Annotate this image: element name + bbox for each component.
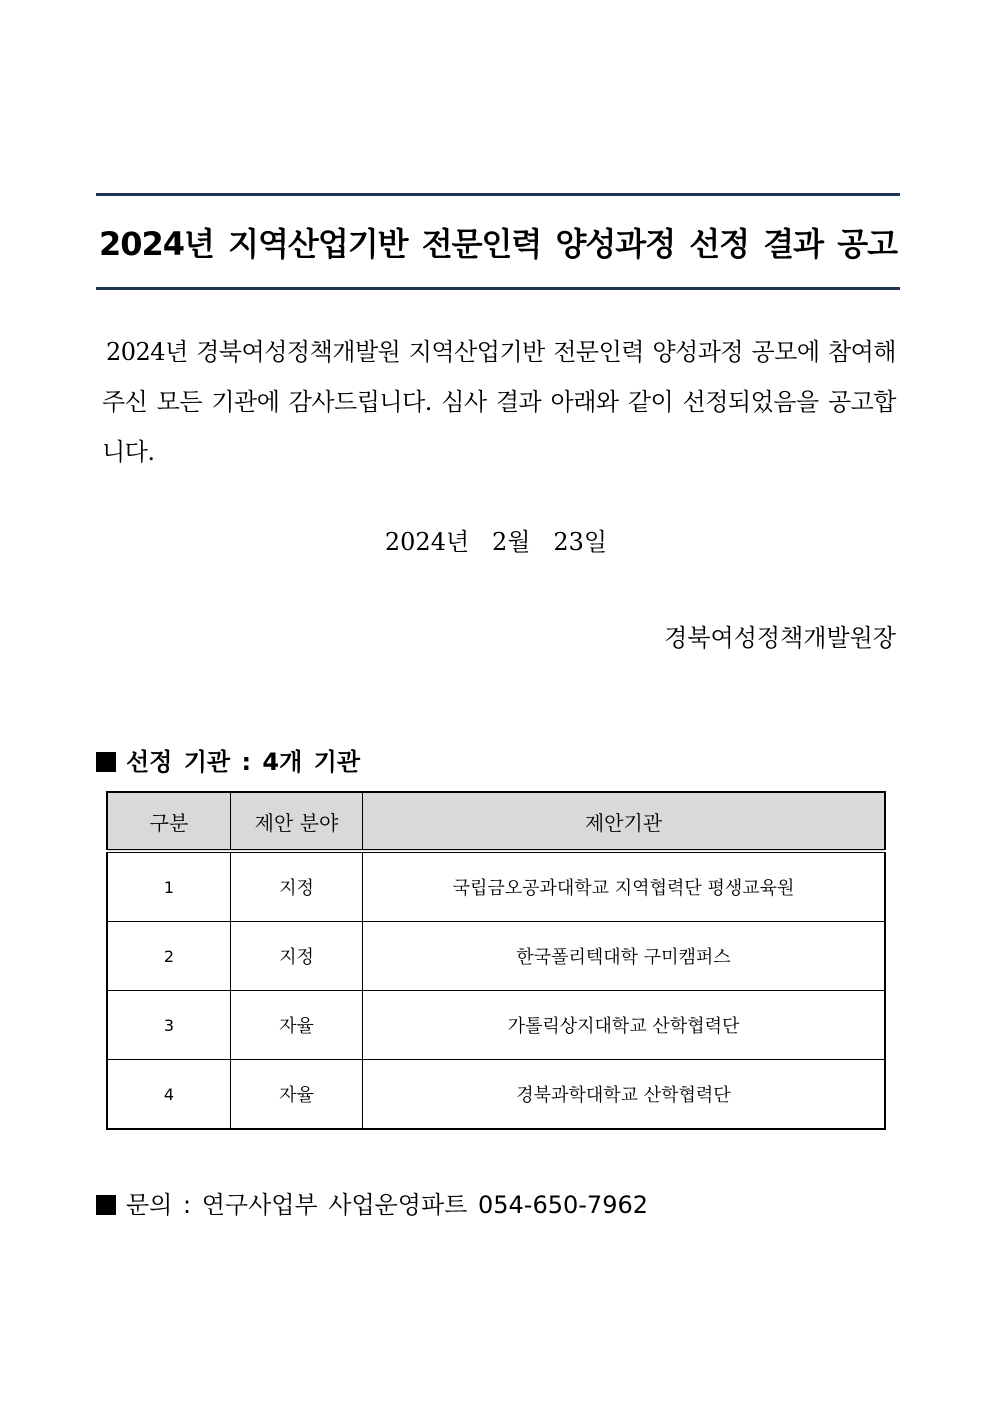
row-field: 지정: [231, 922, 363, 991]
column-header-org: 제안기관: [363, 792, 886, 851]
row-org: 한국폴리텍대학 구미캠퍼스: [363, 922, 886, 991]
selected-heading-text: 선정 기관 : 4개 기관: [126, 748, 361, 776]
issuer-name: 경북여성정책개발원장: [664, 624, 896, 652]
selected-orgs-table: [106, 791, 886, 1130]
table-row: [107, 991, 885, 1060]
row-no: 3: [107, 991, 231, 1060]
announcement-date: 2024년 2월 23일: [384, 528, 608, 556]
row-field: 자율: [231, 991, 363, 1060]
table-row: [107, 922, 885, 991]
row-no: 4: [107, 1060, 231, 1130]
table-row: [107, 851, 885, 922]
row-org: 국립금오공과대학교 지역협력단 평생교육원: [363, 851, 886, 922]
row-org: 경북과학대학교 산학협력단: [363, 1060, 886, 1130]
row-no: 2: [107, 922, 231, 991]
square-bullet-icon: [96, 752, 116, 772]
selected-section-heading: [96, 742, 360, 777]
table-header-row: [107, 792, 885, 851]
row-org: 가톨릭상지대학교 산학협력단: [363, 991, 886, 1060]
column-header-field: 제안 분야: [231, 792, 363, 851]
column-header-no: 구분: [107, 792, 231, 851]
title-block: [96, 193, 900, 290]
contact-line: [96, 1185, 648, 1220]
table-row: [107, 1060, 885, 1130]
row-field: 자율: [231, 1060, 363, 1130]
page-title: 2024년 지역산업기반 전문인력 양성과정 선정 결과 공고: [98, 224, 898, 263]
row-field: 지정: [231, 851, 363, 922]
contact-text: 문의 : 연구사업부 사업운영파트 054-650-7962: [126, 1191, 649, 1219]
announcement-body: 2024년 경북여성정책개발원 지역산업기반 전문인력 양성과정 공모에 참여해 주신 모든 기관에 감사드립니다. 심사 결과 아래와 같이 선정되었음을 공고합니다.: [102, 338, 896, 466]
row-no: 1: [107, 851, 231, 922]
square-bullet-icon: [96, 1195, 116, 1215]
